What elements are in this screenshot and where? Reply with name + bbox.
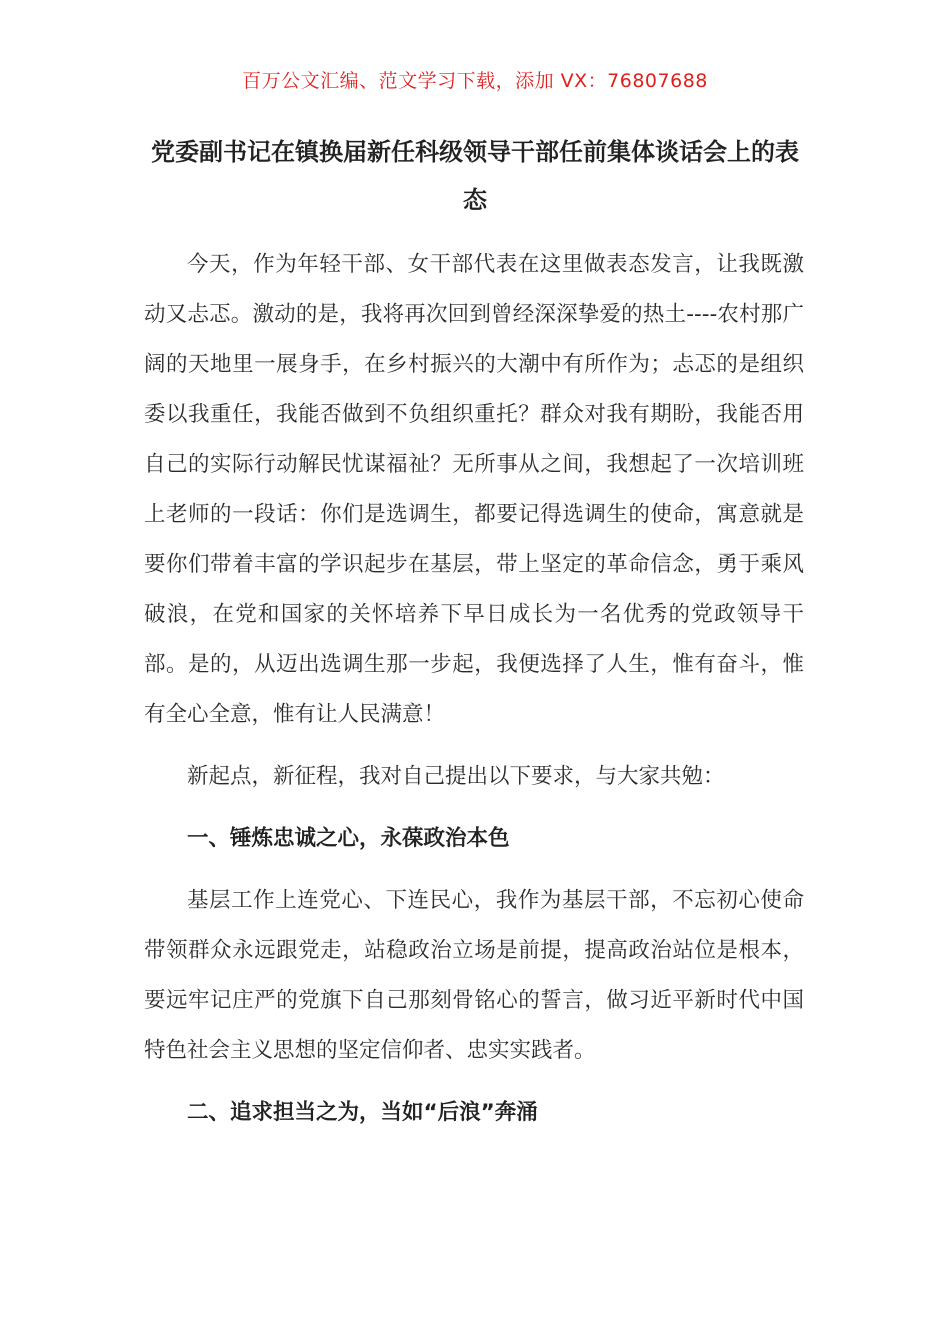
section-heading-2: 二、追求担当之为，当如“后浪”奔涌 — [187, 1100, 538, 1125]
section-body-1: 基层工作上连党心、下连民心，我作为基层干部，不忘初心使命带领群众永远跟党走，站稳政治立场是前提，提高政治站位是根本，要远牢记庄严的党旗下自己那刻骨铭心的誓言，做习近平新时代中国特色社会主义思想的坚定信仰者、忠实实践者。 — [144, 888, 804, 1063]
requirements-lead-paragraph: 新起点，新征程，我对自己提出以下要求，与大家共勉： — [187, 764, 725, 789]
intro-paragraph: 今天，作为年轻干部、女干部代表在这里做表态发言，让我既激动又忐忑。激动的是，我将再次回到曾经深深挚爱的热土----农村那广阔的天地里一展身手，在乡村振兴的大潮中有所作为；忐忑的是组织委以我重任，我能否做到不负组织重托？群众对我有期盼，我能否用自己的实际行动解民忧谋福祉？无所事从之间，我想起了一次培训班上老师的一段话：你们是选调生，都要记得选调生的使命，寓意就是要你们带着丰富的学识起步在基层，带上坚定的革命信念，勇于乘风破浪，在党和国家的关怀培养下早日成长为一名优秀的党政领导干部。是的，从迈出选调生那一步起，我便选择了人生，惟有奋斗，惟有全心全意，惟有让人民满意！ — [144, 252, 804, 727]
header-promo-note: 百万公文汇编、范文学习下载，添加 VX：76807688 — [242, 70, 708, 92]
section-heading-1: 一、锤炼忠诚之心，永葆政治本色 — [187, 826, 510, 851]
document-title: 党委副书记在镇换届新任科级领导干部任前集体谈话会上的表态 — [151, 138, 799, 214]
document-body — [144, 240, 804, 1138]
